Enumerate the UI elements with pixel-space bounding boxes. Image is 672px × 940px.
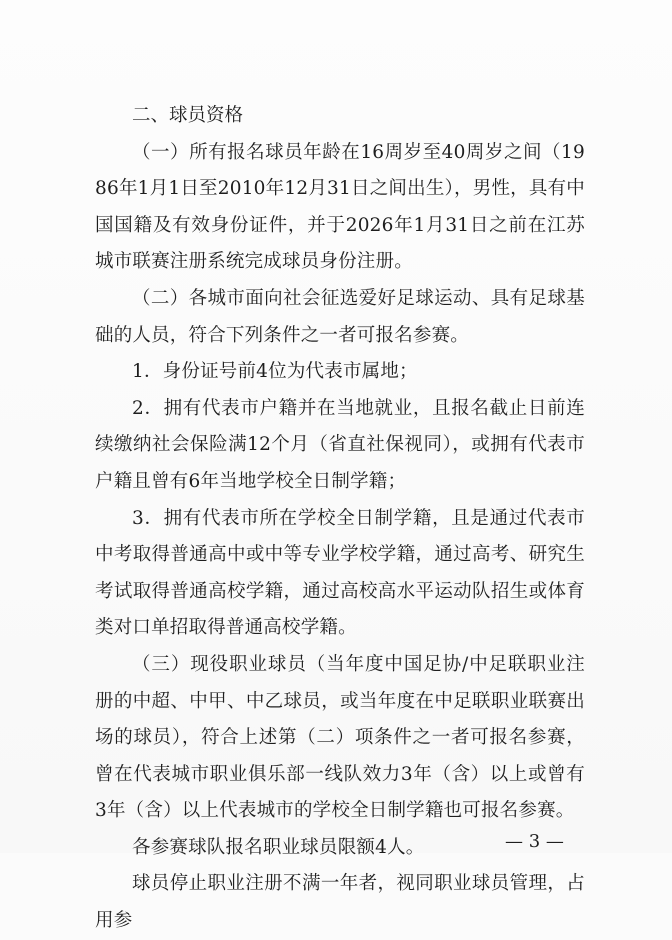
page-number: — 3 — [505, 831, 564, 852]
paragraph-age-eligibility: （一）所有报名球员年龄在16周岁至40周岁之间（1986年1月1日至2010年12月31日之间出生），男性，具有中国国籍及有效身份证件，并于2026年1月31日之前在江苏城市联赛注册系统完成球员身份注册。 [95, 141, 585, 273]
document-body [95, 98, 585, 940]
condition-item-1: 1．身份证号前4位为代表市属地； [132, 361, 418, 383]
paragraph-pro-player-quota: 各参赛球队报名职业球员限额4人。 [132, 836, 425, 858]
paragraph-public-recruitment: （二）各城市面向社会征选爱好足球运动、具有足球基础的人员，符合下列条件之一者可报名参赛。 [95, 287, 585, 346]
condition-item-3: 3．拥有代表市所在学校全日制学籍，且是通过代表市中考取得普通高中或中等专业学校学籍，通过高考、研究生考试取得普通高校学籍，通过高校高水平运动队招生或体育类对口单招取得普通高校学籍。 [95, 507, 585, 639]
paragraph-suspended-registration: 球员停止职业注册不满一年者，视同职业球员管理，占用参 [95, 873, 585, 932]
condition-item-2: 2．拥有代表市户籍并在当地就业，且报名截止日前连续缴纳社会保险满12个月（省直社保视同），或拥有代表市户籍且曾有6年当地学校全日制学籍； [95, 397, 585, 492]
paragraph-professional-players: （三）现役职业球员（当年度中国足协/中足联职业注册的中超、中甲、中乙球员，或当年度在中足联职业联赛出场的球员），符合上述第（二）项条件之一者可报名参赛，曾在代表城市职业俱乐部一线队效力3年（含）以上或曾有3年（含）以上代表城市的学校全日制学籍也可报名参赛。 [95, 653, 585, 822]
section-heading: 二、球员资格 [132, 105, 244, 126]
